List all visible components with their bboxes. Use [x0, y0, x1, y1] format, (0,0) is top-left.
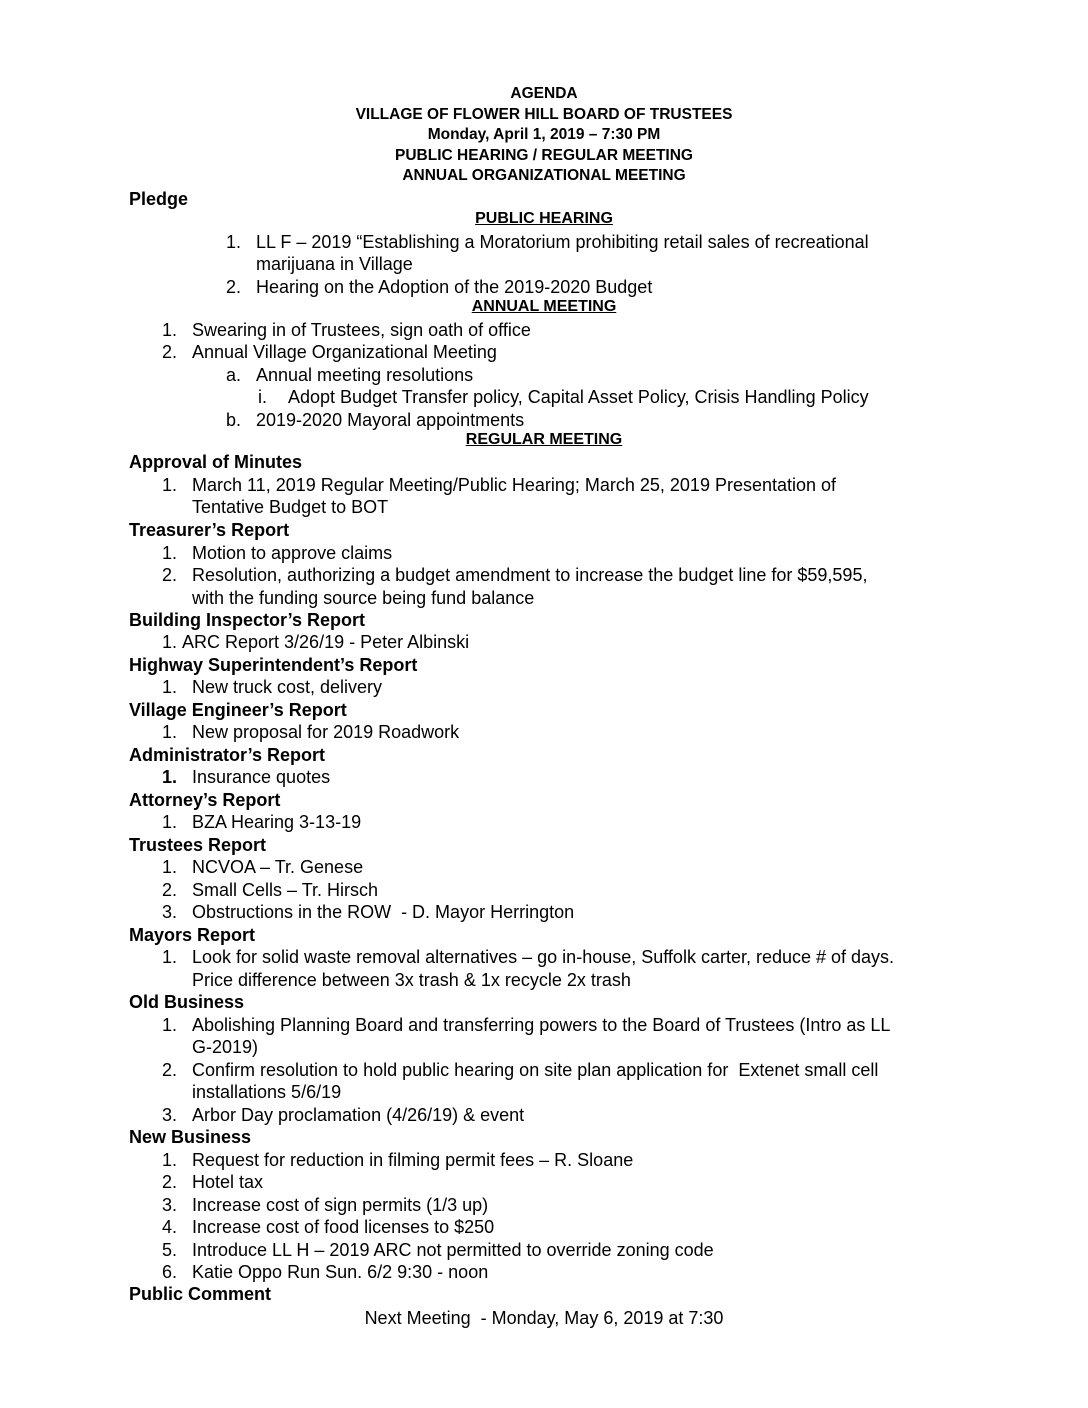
list-item-continued	[192, 496, 388, 519]
next-meeting-text: Next Meeting - Monday, May 6, 2019 at 7:30	[364, 1308, 724, 1328]
meeting-type: PUBLIC HEARING / REGULAR MEETING	[395, 146, 693, 164]
item-number: 1.	[162, 1015, 178, 1035]
item-text: March 11, 2019 Regular Meeting/Public Hearing; March 25, 2019 Presentation of	[192, 475, 837, 495]
item-text: Look for solid waste removal alternatives – go in-house, Suffolk carter, reduce # of days.	[192, 947, 895, 967]
item-text: Motion to approve claims	[192, 543, 393, 563]
item-number: 2.	[162, 1060, 178, 1080]
item-text: Introduce LL H – 2019 ARC not permitted to override zoning code	[192, 1240, 714, 1260]
mayors-heading: Mayors Report	[129, 925, 256, 945]
item-number: b.	[226, 410, 242, 430]
item-text: with the funding source being fund balance	[192, 588, 535, 608]
item-text: marijuana in Village	[256, 254, 413, 274]
list-item-continued	[192, 1081, 341, 1104]
item-text: Hearing on the Adoption of the 2019-2020 Budget	[256, 277, 653, 297]
item-number: 3.	[162, 902, 178, 922]
item-number: 1.	[162, 812, 178, 832]
item-text: Request for reduction in filming permit fees – R. Sloane	[192, 1150, 634, 1170]
building-inspector-heading: Building Inspector’s Report	[129, 610, 366, 630]
item-text: G-2019)	[192, 1037, 259, 1057]
item-text: Adopt Budget Transfer policy, Capital Asset Policy, Crisis Handling Policy	[288, 387, 869, 407]
item-text: New truck cost, delivery	[192, 677, 383, 697]
item-number: 4.	[162, 1217, 178, 1237]
item-number: 1.	[162, 543, 178, 563]
item-number: 1.	[162, 857, 178, 877]
item-number: 1.	[162, 1150, 178, 1170]
next-meeting-footer	[0, 1307, 1088, 1329]
item-number: 1.	[162, 320, 178, 340]
item-text: Hotel tax	[192, 1172, 264, 1192]
item-text: Resolution, authorizing a budget amendment to increase the budget line for $59,595,	[192, 565, 868, 585]
item-text: Increase cost of sign permits (1/3 up)	[192, 1195, 489, 1215]
item-number: i.	[258, 387, 267, 407]
item-number: 2.	[226, 277, 242, 297]
item-text: installations 5/6/19	[192, 1082, 342, 1102]
annual-meeting-heading: ANNUAL MEETING	[471, 298, 617, 315]
board-name: VILLAGE OF FLOWER HILL BOARD OF TRUSTEES	[355, 105, 733, 123]
approval-of-minutes-heading: Approval of Minutes	[129, 452, 303, 472]
item-number: 1.	[162, 767, 178, 787]
item-number: 3.	[162, 1195, 178, 1215]
item-text: Annual meeting resolutions	[256, 365, 474, 385]
item-text: Abolishing Planning Board and transferring powers to the Board of Trustees (Intro as LL	[192, 1015, 891, 1035]
item-text: Tentative Budget to BOT	[192, 497, 389, 517]
regular-meeting-heading: REGULAR MEETING	[465, 431, 623, 448]
item-number: 1.	[162, 677, 178, 697]
item-text: Price difference between 3x trash & 1x recycle 2x trash	[192, 970, 631, 990]
item-number: 1.	[162, 722, 178, 742]
list-item-continued	[192, 1036, 258, 1059]
list-item-continued	[192, 587, 534, 610]
meeting-subtype: ANNUAL ORGANIZATIONAL MEETING	[402, 167, 686, 184]
item-text: ARC Report 3/26/19 - Peter Albinski	[182, 632, 470, 652]
item-number: 1.	[226, 232, 242, 252]
agenda-title: AGENDA	[510, 85, 578, 102]
item-text: 2019-2020 Mayoral appointments	[256, 410, 525, 430]
item-text: LL F – 2019 “Establishing a Moratorium prohibiting retail sales of recreational	[256, 232, 869, 252]
item-text: NCVOA – Tr. Genese	[192, 857, 364, 877]
item-number: 1.	[162, 632, 178, 652]
item-number: 6.	[162, 1262, 178, 1282]
item-text: Arbor Day proclamation (4/26/19) & event	[192, 1105, 525, 1125]
public-hearing-heading: PUBLIC HEARING	[475, 210, 613, 227]
meeting-date: Monday, April 1, 2019 – 7:30 PM	[427, 126, 661, 143]
agenda-header	[0, 84, 1088, 187]
item-number: 2.	[162, 342, 178, 362]
trustees-heading: Trustees Report	[129, 835, 267, 855]
item-number: 1.	[162, 475, 178, 495]
item-number: 1.	[162, 947, 178, 967]
item-number: 2.	[162, 565, 178, 585]
treasurers-report-heading: Treasurer’s Report	[129, 520, 290, 540]
item-text: Small Cells – Tr. Hirsch	[192, 880, 379, 900]
highway-heading: Highway Superintendent’s Report	[129, 655, 418, 675]
item-text: Annual Village Organizational Meeting	[192, 342, 497, 362]
engineer-heading: Village Engineer’s Report	[129, 700, 347, 720]
item-number: 5.	[162, 1240, 178, 1260]
list-item-continued	[256, 253, 413, 276]
item-text: Insurance quotes	[192, 767, 331, 787]
pledge-heading: Pledge	[129, 189, 189, 209]
item-text: Swearing in of Trustees, sign oath of office	[192, 320, 531, 340]
attorney-heading: Attorney’s Report	[129, 790, 281, 810]
administrator-heading: Administrator’s Report	[129, 745, 326, 765]
item-number: a.	[226, 365, 242, 385]
item-text: Obstructions in the ROW - D. Mayor Herrington	[192, 902, 575, 922]
new-business-heading: New Business	[129, 1127, 252, 1147]
item-text: Confirm resolution to hold public hearing on site plan application for Extenet small cell	[192, 1060, 879, 1080]
item-text: BZA Hearing 3-13-19	[192, 812, 362, 832]
public-comment-heading: Public Comment	[129, 1284, 272, 1304]
item-text: New proposal for 2019 Roadwork	[192, 722, 460, 742]
old-business-heading: Old Business	[129, 992, 245, 1012]
item-text: Katie Oppo Run Sun. 6/2 9:30 - noon	[192, 1262, 489, 1282]
item-number: 2.	[162, 1172, 178, 1192]
item-text: Increase cost of food licenses to $250	[192, 1217, 495, 1237]
item-number: 2.	[162, 880, 178, 900]
item-number: 3.	[162, 1105, 178, 1125]
list-item-continued	[192, 969, 631, 992]
